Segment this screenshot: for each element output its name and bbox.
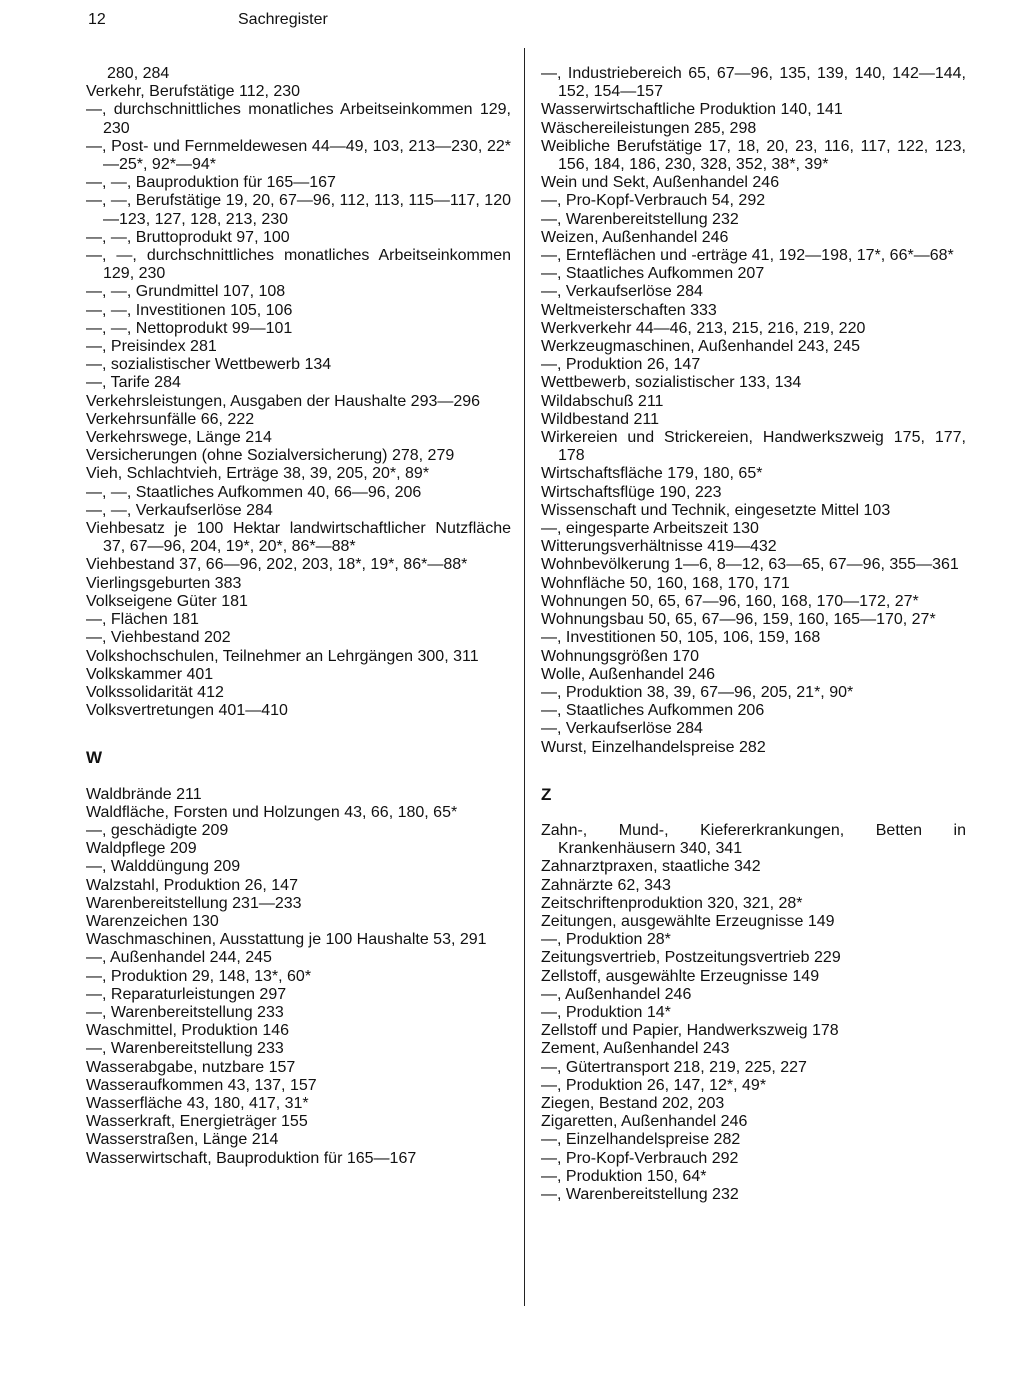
- index-entry: Zeitschriftenproduktion 320, 321, 28*: [541, 894, 803, 912]
- index-column-right: [541, 65, 966, 1204]
- index-entry: Versicherungen (ohne Sozialversicherung) 278, 279: [86, 447, 455, 465]
- index-entry: Warenbereitstellung 231—233: [86, 894, 302, 912]
- index-entry: —, Produktion 26, 147, 12*, 49*: [541, 1076, 767, 1094]
- index-entry: Witterungsverhältnisse 419—432: [541, 538, 777, 556]
- index-entry: —, Staatliches Aufkommen 206: [541, 702, 765, 720]
- section-letter-heading: Z: [541, 784, 552, 804]
- index-entry: Wohnungsgrößen 170: [541, 647, 700, 665]
- index-entry: —, Ernteflächen und -erträge 41, 192—198, 17*, 66*—68*: [541, 247, 954, 265]
- index-entry: —, Warenbereitstellung 232: [541, 1185, 739, 1203]
- index-entry: —, geschädigte 209: [86, 821, 229, 839]
- index-entry: —, Warenbereitstellung 233: [86, 1040, 284, 1058]
- index-entry: —, Viehbestand 202: [86, 629, 231, 647]
- index-entry: —, Verkaufserlöse 284: [541, 720, 703, 738]
- index-entry: Volkseigene Güter 181: [86, 592, 248, 610]
- index-entry: Volksvertretungen 401—410: [86, 702, 288, 720]
- index-entry: Volkskammer 401: [86, 665, 214, 683]
- index-entry: —, —, Bruttoprodukt 97, 100: [86, 228, 290, 246]
- index-entry: —, Produktion 14*: [541, 1003, 671, 1021]
- index-entry: Weltmeisterschaften 333: [541, 301, 717, 319]
- index-entry: —, Produktion 38, 39, 67—96, 205, 21*, 90*: [541, 683, 854, 701]
- index-entry: —, Reparaturleistungen 297: [86, 985, 287, 1003]
- index-entry: —, Einzelhandelspreise 282: [541, 1131, 741, 1149]
- index-entry: Wäschereileistungen 285, 298: [541, 119, 757, 137]
- index-entry: Wolle, Außenhandel 246: [541, 665, 716, 683]
- index-entry: Werkverkehr 44—46, 213, 215, 216, 219, 220: [541, 319, 866, 337]
- index-entry: Verkehrswege, Länge 214: [86, 429, 272, 447]
- index-entry: Wasserwirtschaft, Bauproduktion für 165—167: [86, 1149, 417, 1167]
- index-entry: Zement, Außenhandel 243: [541, 1040, 730, 1058]
- index-entry: Wasserabgabe, nutzbare 157: [86, 1058, 296, 1076]
- index-entry: Volkssolidarität 412: [86, 683, 224, 701]
- index-entry: —, Verkaufserlöse 284: [541, 283, 703, 301]
- index-entry: Wohnbevölkerung 1—6, 8—12, 63—65, 67—96, 355—361: [541, 556, 959, 574]
- index-entry: —, Produktion 28*: [541, 931, 671, 949]
- index-entry: —, Walddüngung 209: [86, 858, 241, 876]
- index-entry: Waschmittel, Produktion 146: [86, 1022, 290, 1040]
- index-entry: Waschmaschinen, Ausstattung je 100 Haushalte 53, 291: [86, 931, 487, 949]
- index-entry: —, sozialistischer Wettbewerb 134: [86, 356, 332, 374]
- index-entry: —, Warenbereitstellung 232: [541, 210, 739, 228]
- index-entry: 280, 284: [107, 65, 170, 82]
- index-entry: Wasseraufkommen 43, 137, 157: [86, 1076, 317, 1094]
- section-spacer: [86, 720, 511, 749]
- index-entry: Wohnungen 50, 65, 67—96, 160, 168, 170—172, 27*: [541, 592, 919, 610]
- index-entry: Zeitungen, ausgewählte Erzeugnisse 149: [541, 912, 835, 930]
- index-entry: —, Industriebereich 65, 67—96, 135, 139, 140, 142—144, 152, 154—157: [541, 65, 966, 101]
- column-divider: [524, 48, 525, 1306]
- index-entry: Wasserstraßen, Länge 214: [86, 1131, 279, 1149]
- index-entry: —, Flächen 181: [86, 611, 199, 629]
- index-entry: Warenzeichen 130: [86, 912, 219, 930]
- index-entry: Zahn-, Mund-, Kiefererkrankungen, Betten in Krankenhäusern 340, 341: [541, 821, 966, 858]
- index-entry: Wirtschaftsflüge 190, 223: [541, 483, 722, 501]
- index-entry: Waldpflege 209: [86, 840, 197, 858]
- index-column-left: [86, 65, 511, 1168]
- index-entry: —, Gütertransport 218, 219, 225, 227: [541, 1058, 807, 1076]
- index-entry: Wasserwirtschaftliche Produktion 140, 141: [541, 101, 843, 119]
- index-entry: —, Produktion 29, 148, 13*, 60*: [86, 967, 312, 985]
- index-entry: —, —, durchschnittliches monatliches Arbeitseinkommen 129, 230: [86, 247, 511, 283]
- index-entry: Weibliche Berufstätige 17, 18, 20, 23, 116, 117, 122, 123, 156, 184, 186, 230, 328, 352, 38*, 39*: [541, 137, 966, 174]
- index-entry: Waldbrände 211: [86, 785, 202, 803]
- index-entry: —, —, Grundmittel 107, 108: [86, 283, 286, 301]
- index-entry: —, Pro-Kopf-Verbrauch 54, 292: [541, 192, 766, 210]
- index-entry: —, Außenhandel 246: [541, 985, 692, 1003]
- index-entry: Wissenschaft und Technik, eingesetzte Mittel 103: [541, 501, 891, 519]
- index-entry: —, Produktion 26, 147: [541, 356, 701, 374]
- index-entry: Viehbestand 37, 66—96, 202, 203, 18*, 19*, 86*—88*: [86, 556, 468, 574]
- index-entry: —, —, Bauproduktion für 165—167: [86, 174, 336, 192]
- index-entry: —, Außenhandel 244, 245: [86, 949, 272, 967]
- index-entry: Wurst, Einzelhandelspreise 282: [541, 738, 766, 756]
- section-letter-heading: W: [86, 748, 103, 768]
- section-spacer: [86, 768, 511, 786]
- index-entry: Wohnfläche 50, 160, 168, 170, 171: [541, 574, 790, 592]
- page-header: [88, 10, 328, 30]
- section-spacer: [541, 757, 966, 786]
- index-entry: Volkshochschulen, Teilnehmer an Lehrgängen 300, 311: [86, 647, 479, 665]
- index-entry: —, eingesparte Arbeitszeit 130: [541, 520, 759, 538]
- section-spacer: [541, 804, 966, 822]
- index-entry: —, Produktion 150, 64*: [541, 1167, 707, 1185]
- index-entry: Verkehr, Berufstätige 112, 230: [86, 83, 301, 101]
- index-entry: —, durchschnittliches monatliches Arbeitseinkommen 129, 230: [86, 101, 511, 137]
- index-entry: Zahnärzte 62, 343: [541, 876, 671, 894]
- index-entry: Verkehrsleistungen, Ausgaben der Haushalte 293—296: [86, 392, 481, 410]
- index-entry: —, Investitionen 50, 105, 106, 159, 168: [541, 629, 821, 647]
- page-number: 12: [88, 11, 106, 28]
- index-entry: Waldfläche, Forsten und Holzungen 43, 66, 180, 65*: [86, 803, 458, 821]
- index-entry: —, Staatliches Aufkommen 207: [541, 265, 765, 283]
- index-entry: Walzstahl, Produktion 26, 147: [86, 876, 298, 894]
- index-entry: —, —, Investitionen 105, 106: [86, 301, 293, 319]
- index-entry: Wasserfläche 43, 180, 417, 31*: [86, 1094, 309, 1112]
- index-entry: Zellstoff, ausgewählte Erzeugnisse 149: [541, 967, 820, 985]
- index-entry: Werkzeugmaschinen, Außenhandel 243, 245: [541, 338, 861, 356]
- index-entry: Ziegen, Bestand 202, 203: [541, 1094, 725, 1112]
- index-entry: —, Warenbereitstellung 233: [86, 1003, 284, 1021]
- index-entry: Zellstoff und Papier, Handwerkszweig 178: [541, 1022, 839, 1040]
- index-entry: Zigaretten, Außenhandel 246: [541, 1113, 748, 1131]
- index-entry: Vierlingsgeburten 383: [86, 574, 242, 592]
- index-entry: Wildbestand 211: [541, 410, 659, 428]
- page-title: Sachregister: [238, 11, 328, 28]
- index-entry: Wirkereien und Strickereien, Handwerkszweig 175, 177, 178: [541, 429, 966, 465]
- index-entry: Zeitungsvertrieb, Postzeitungsvertrieb 229: [541, 949, 841, 967]
- index-entry: —, Post- und Fernmeldewesen 44—49, 103, 213—230, 22*—25*, 92*—94*: [86, 137, 511, 174]
- index-entry: —, Tarife 284: [86, 374, 181, 392]
- index-entry: —, —, Berufstätige 19, 20, 67—96, 112, 113, 115—117, 120—123, 127, 128, 213, 230: [86, 192, 511, 228]
- index-entry: Wildabschuß 211: [541, 392, 664, 410]
- index-entry: Wirtschaftsfläche 179, 180, 65*: [541, 465, 763, 483]
- index-entry: Wettbewerb, sozialistischer 133, 134: [541, 374, 802, 392]
- index-entry: Zahnarztpraxen, staatliche 342: [541, 858, 761, 876]
- index-entry: —, Pro-Kopf-Verbrauch 292: [541, 1149, 739, 1167]
- index-entry: Wasserkraft, Energieträger 155: [86, 1113, 308, 1131]
- index-entry: Vieh, Schlachtvieh, Erträge 38, 39, 205, 20*, 89*: [86, 465, 430, 483]
- index-entry: Wein und Sekt, Außenhandel 246: [541, 174, 780, 192]
- index-entry: Wohnungsbau 50, 65, 67—96, 159, 160, 165—170, 27*: [541, 611, 936, 629]
- index-entry: Viehbesatz je 100 Hektar landwirtschaftlicher Nutzfläche 37, 67—96, 204, 19*, 20*, 86*—88*: [86, 520, 511, 556]
- index-entry: —, Preisindex 281: [86, 338, 217, 356]
- index-entry: Verkehrsunfälle 66, 222: [86, 410, 255, 428]
- index-entry: —, —, Staatliches Aufkommen 40, 66—96, 206: [86, 483, 422, 501]
- index-entry: —, —, Nettoprodukt 99—101: [86, 319, 293, 337]
- index-entry: —, —, Verkaufserlöse 284: [86, 501, 273, 519]
- index-entry: Weizen, Außenhandel 246: [541, 228, 729, 246]
